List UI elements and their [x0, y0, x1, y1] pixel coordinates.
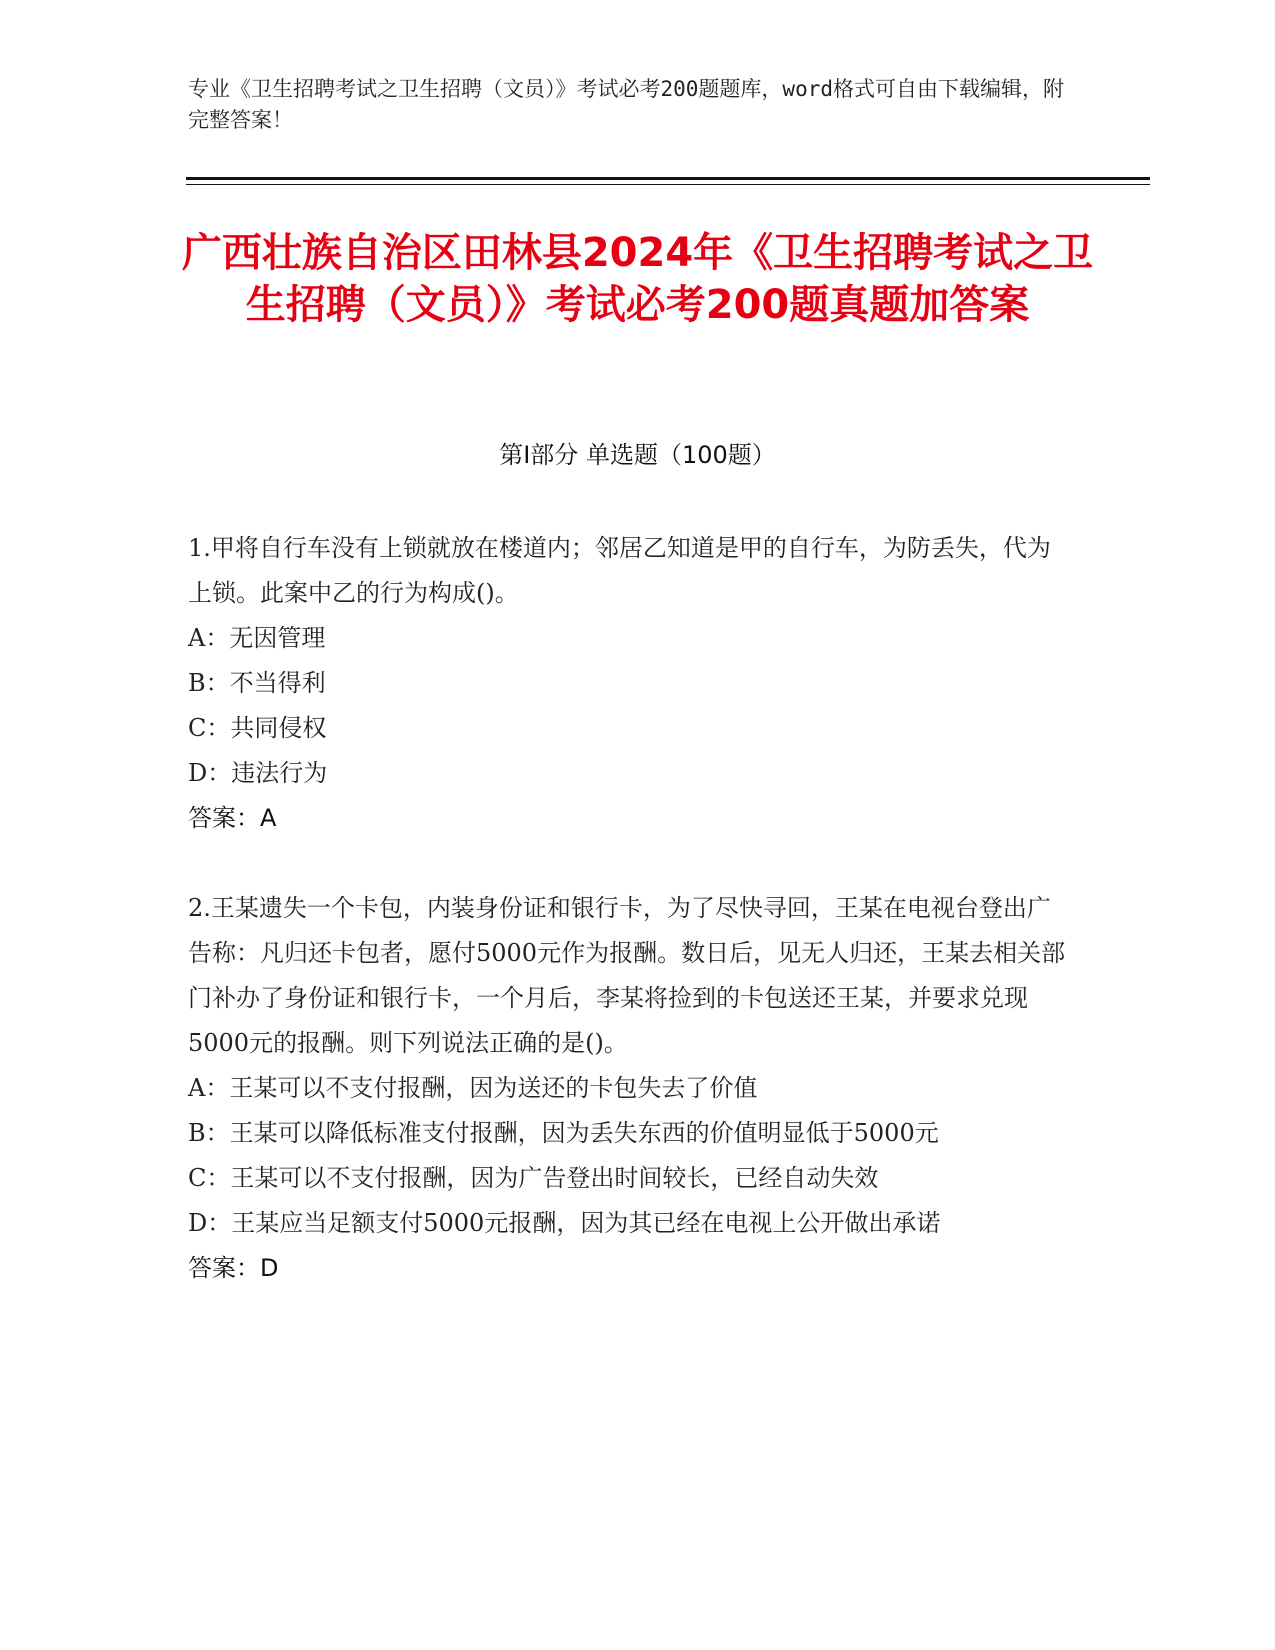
- intro-text: 专业《卫生招聘考试之卫生招聘（文员）》考试必考200题题库，word格式可自由下载编辑，附完整答案！: [188, 77, 1064, 132]
- option-b: B：王某可以降低标准支付报酬，因为丢失东西的价值明显低于5000元: [188, 1119, 939, 1147]
- question-1: [188, 526, 1068, 841]
- option-c: C：王某可以不支付报酬，因为广告登出时间较长，已经自动失效: [188, 1164, 879, 1192]
- question-stem: 1.甲将自行车没有上锁就放在楼道内；邻居乙知道是甲的自行车，为防丢失，代为上锁。此案中乙的行为构成()。: [188, 534, 1051, 607]
- question-2: [188, 886, 1068, 1291]
- header-divider-thin: [186, 184, 1150, 185]
- option-b: B：不当得利: [188, 669, 326, 697]
- option-d: D：王某应当足额支付5000元报酬，因为其已经在电视上公开做出承诺: [188, 1209, 941, 1237]
- option-a: A：无因管理: [188, 624, 326, 652]
- section-title: 第I部分 单选题（100题）: [499, 441, 776, 469]
- question-stem: 2.王某遗失一个卡包，内装身份证和银行卡，为了尽快寻回，王某在电视台登出广告称：凡归还卡包者，愿付5000元作为报酬。数日后，见无人归还，王某去相关部门补办了身份证和银行卡，一个月后，李某将捡到的卡包送还王某，并要求兑现5000元的报酬。则下列说法正确的是()。: [188, 894, 1066, 1057]
- option-c: C：共同侵权: [188, 714, 327, 742]
- document-title: 广西壮族自治区田林县2024年《卫生招聘考试之卫生招聘（文员）》考试必考200题真题加答案: [181, 230, 1094, 328]
- answer: 答案：D: [188, 1254, 279, 1282]
- header-divider-thick: [186, 177, 1150, 180]
- answer: 答案：A: [188, 804, 277, 832]
- option-d: D：违法行为: [188, 759, 328, 787]
- option-a: A：王某可以不支付报酬，因为送还的卡包失去了价值: [188, 1074, 758, 1102]
